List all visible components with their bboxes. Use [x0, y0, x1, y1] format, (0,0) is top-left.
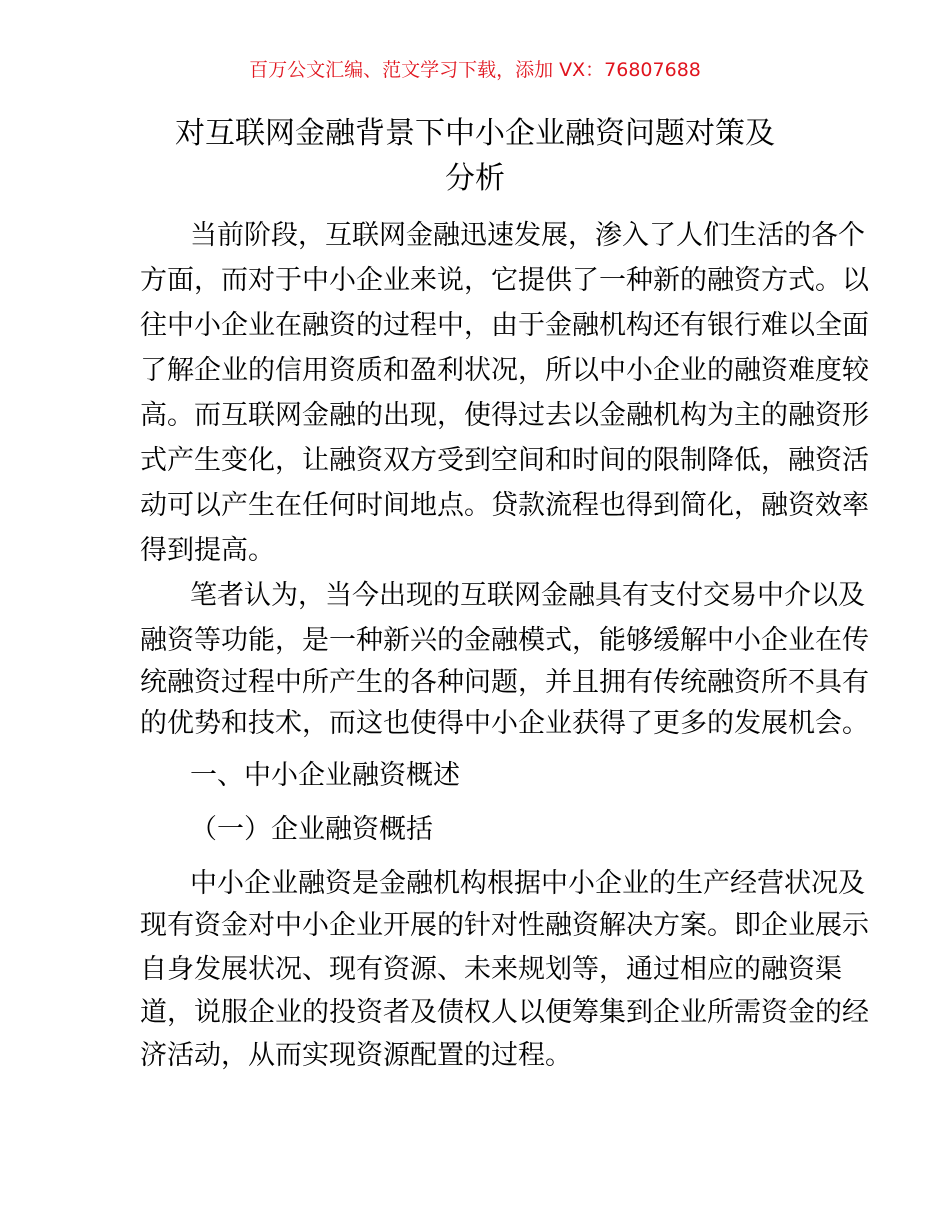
paragraph-line: 得到提高。 — [140, 535, 275, 566]
paragraph-line: 高。而互联网金融的出现，使得过去以金融机构为主的融资形 — [140, 400, 869, 431]
paragraph-line: 中小企业融资是金融机构根据中小企业的生产经营状况及 — [190, 868, 865, 899]
paragraph-line: 现有资金对中小企业开展的针对性融资解决方案。即企业展示 — [140, 910, 869, 941]
paragraph-line: 动可以产生在任何时间地点。贷款流程也得到简化，融资效率 — [140, 490, 869, 521]
paragraph-line: 往中小企业在融资的过程中，由于金融机构还有银行难以全面 — [140, 310, 869, 341]
paragraph-line: 统融资过程中所产生的各种问题，并且拥有传统融资所不具有 — [140, 667, 869, 698]
paragraph-line: 自身发展状况、现有资源、未来规划等，通过相应的融资渠 — [140, 954, 842, 985]
paragraph-line: 的优势和技术，而这也使得中小企业获得了更多的发展机会。 — [140, 708, 869, 739]
paragraph-line: 道，说服企业的投资者及债权人以便筹集到企业所需资金的经 — [140, 997, 869, 1028]
document-title-line-2: 分析 — [445, 161, 505, 196]
paragraph-line: 济活动，从而实现资源配置的过程。 — [140, 1040, 572, 1071]
paragraph-line: 当前阶段，互联网金融迅速发展，渗入了人们生活的各个 — [190, 220, 865, 251]
watermark-header: 百万公文汇编、范文学习下载，添加 VX：76807688 — [249, 59, 701, 81]
document-title-line-1: 对互联网金融背景下中小企业融资问题对策及 — [175, 116, 775, 151]
section-heading: 一、中小企业融资概述 — [190, 760, 460, 791]
paragraph-line: 式产生变化，让融资双方受到空间和时间的限制降低，融资活 — [140, 445, 869, 476]
paragraph-line: 笔者认为，当今出现的互联网金融具有支付交易中介以及 — [190, 580, 865, 611]
paragraph-line: 融资等功能，是一种新兴的金融模式，能够缓解中小企业在传 — [140, 625, 869, 656]
paragraph-line: 了解企业的信用资质和盈利状况，所以中小企业的融资难度较 — [140, 355, 869, 386]
paragraph-line: 方面，而对于中小企业来说，它提供了一种新的融资方式。以 — [140, 265, 869, 296]
section-heading: （一）企业融资概括 — [190, 814, 433, 845]
